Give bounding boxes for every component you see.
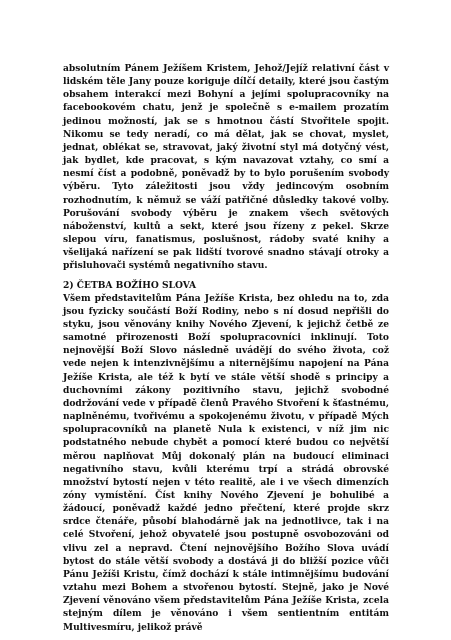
section-heading: 2) ČETBA BOŽÍHO SLOVA bbox=[63, 279, 197, 291]
body-paragraph: Všem představitelům Pána Ježíše Krista, bez ohledu na to, zda jsou fyzicky součástí Boží Rodiny, nebo s ní dosud nepřišli do styku, jsou věnovány knihy Nového Zjevení, k jejichž četbě ze samotné přirozenosti Boží spolupracovníci inklinují. Toto nejnovější Boží Slovo následně uvádějí do svého života, což vede nejen k intenzivnějšímu a niternějšímu napojení na Pána Ježíše Krista, ale též k bytí ve stále větší shodě s principy a duchovními zákony pozitivního stavu, jejichž svobodné dodržování vede v případě členů Pravého Stvoření k šťastnému, naplněnému, tvořivému a spokojenému životu, v případě Mých spolupracovníků na planetě Nula k existenci, v níž jim nic podstatného nebude chybět a pomocí které budou co největší měrou naplňovat Můj dokonalý plán na budoucí eliminaci negativního stavu, kvůli kterému trpí a strádá obrovské množství bytostí nejen v této realitě, ale i ve všech dimenzích zóny vymístění. Číst knihy Nového Zjevení je bohulibé a žádoucí, poněvadž každé jedno přečtení, které projde skrz srdce čtenáře, působí blahodárně jak na jednotlivce, tak i na celé Stvoření, jehož obyvatelé jsou postupně osvobozováni od vlivu zel a nepravd. Čtení nejnovějšího Božího Slova uvádí bytost do stále větší svobody a dostává ji do bližší pozice vůči Pánu Ježíši Kristu, čímž dochází k stále intimnějšímu budování vztahu mezi Bohem a stvořenou bytostí. Stejně, jako je Nové Zjevení věnováno všem představitelům Pána Ježíše Krista, zcela stejným dílem je věnováno i všem sentientním entitám Multivesmíru, jelikož právě bbox=[63, 292, 389, 633]
body-paragraph: absolutním Pánem Ježíšem Kristem, Jehož/Jejíž relativní část v lidském těle Jany pouze koriguje dílčí detaily, které jsou častým obsahem interakcí mezi Bohyní a jejími spolupracovníky na facebookovém chatu, jenž je společně s e-mailem prozatím jedinou možností, jak se s hmotnou částí Stvořitele spojit. Nikomu se tedy neradí, co má dělat, jak se chovat, myslet, jednat, oblékat se, stravovat, jaký životní styl má dotyčný vést, jak bydlet, kde pracovat, s kým navazovat vztahy, co smí a nesmí číst a podobně, poněvadž by to bylo porušením svobody výběru. Tyto záležitosti jsou vždy jedincovým osobním rozhodnutím, k němuž se váží patřičné důsledky takové volby. Porušování svobody výběru je znakem všech světových náboženství, kultů a sekt, které jsou řízeny z pekel. Skrze slepou víru, fanatismus, poslušnost, rádoby svaté knihy a všelijaká nařízení se pak lidští tvorové snadno stávají otroky a přisluhovači systémů negativního stavu. bbox=[63, 63, 389, 272]
